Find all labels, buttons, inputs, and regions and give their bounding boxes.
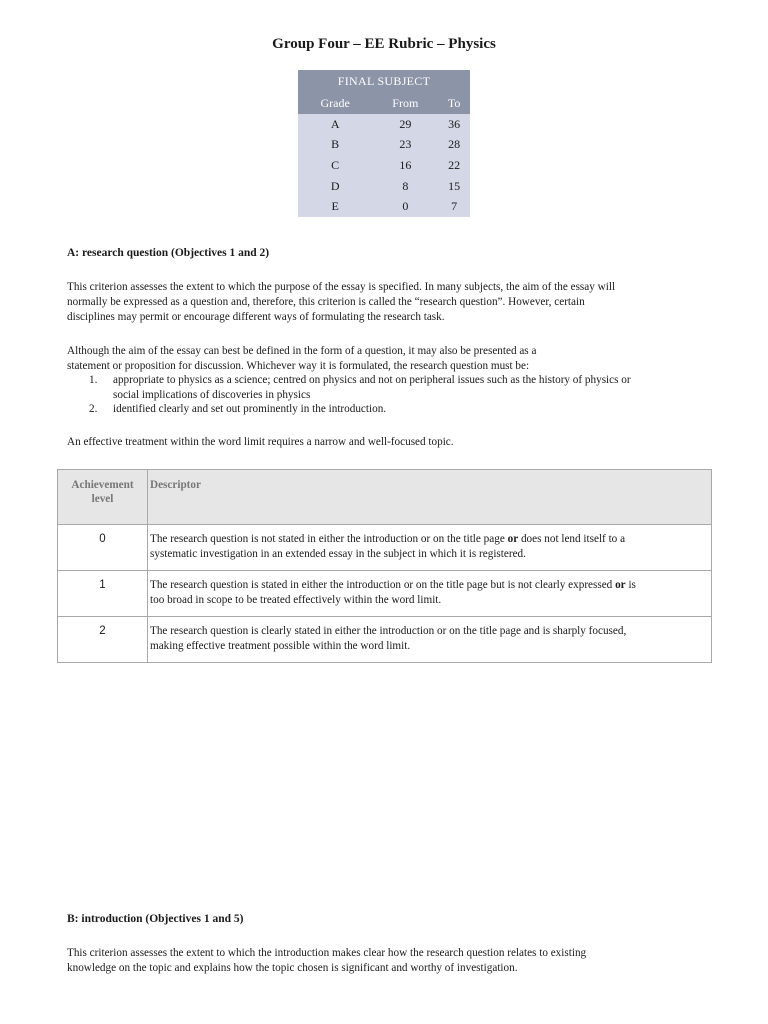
descriptor-line: making effective treatment possible within the word limit. <box>150 640 411 652</box>
descriptor-cell <box>148 617 712 663</box>
grade-table-caption: FINAL SUBJECT <box>298 70 470 92</box>
text-line: social implications of discoveries in physics <box>113 388 311 401</box>
table-row <box>58 617 712 663</box>
to-cell: 7 <box>438 196 470 217</box>
text-line: knowledge on the topic and explains how the topic chosen is significant and worthy of investigation. <box>67 962 518 974</box>
header-line: level <box>91 493 114 505</box>
descriptor-line: too broad in scope to be treated effectively within the word limit. <box>150 594 442 606</box>
rubric-table <box>57 469 712 663</box>
descriptor-text: The research question is stated in either the introduction or on the title page but is not clearly expressed <box>150 579 616 591</box>
grade-row <box>298 135 470 156</box>
section-a-heading: A: research question (Objectives 1 and 2) <box>67 247 270 259</box>
descriptor-line <box>150 578 709 593</box>
section-a-requirements-paragraph <box>67 344 717 374</box>
table-row <box>58 525 712 571</box>
from-cell: 23 <box>372 135 438 156</box>
grade-row <box>298 114 470 135</box>
from-cell: 16 <box>372 155 438 176</box>
descriptor-text: does not lend itself to a <box>518 533 626 545</box>
to-header: To <box>438 92 470 114</box>
header-line: Achievement <box>71 479 134 491</box>
descriptor-line: The research question is clearly stated in either the introduction or on the title page and is sharply focused, <box>150 625 627 637</box>
descriptor-text: The research question is not stated in either the introduction or on the title page <box>150 533 508 545</box>
descriptor-line: systematic investigation in an extended essay in the subject in which it is registered. <box>150 548 526 560</box>
descriptor-text: is <box>625 579 636 591</box>
requirements-list <box>67 373 707 417</box>
grade-row <box>298 196 470 217</box>
descriptor-cell <box>148 525 712 571</box>
grade-cell: B <box>298 135 372 156</box>
grade-cell: A <box>298 114 372 135</box>
emphasis-text: or <box>507 533 519 545</box>
grade-cell: C <box>298 155 372 176</box>
page-title: Group Four – EE Rubric – Physics <box>272 36 496 52</box>
section-a-intro-paragraph <box>67 280 717 325</box>
list-number: 1. <box>89 374 98 386</box>
grade-row <box>298 176 470 197</box>
grade-cell: E <box>298 196 372 217</box>
list-number: 2. <box>89 403 98 415</box>
grade-header: Grade <box>298 92 372 114</box>
emphasis-text: or <box>615 579 626 591</box>
from-cell: 0 <box>372 196 438 217</box>
from-cell: 8 <box>372 176 438 197</box>
text-line: Although the aim of the essay can best be defined in the form of a question, it may also be presented as a <box>67 345 537 357</box>
achievement-level-cell: 2 <box>58 617 148 663</box>
to-cell: 36 <box>438 114 470 135</box>
text-line: normally be expressed as a question and, therefore, this criterion is called the “research question”. However, certain <box>67 296 585 308</box>
to-cell: 22 <box>438 155 470 176</box>
text-line: disciplines may permit or encourage different ways of formulating the research task. <box>67 311 445 323</box>
from-cell: 29 <box>372 114 438 135</box>
text-line: identified clearly and set out prominently in the introduction. <box>113 403 387 415</box>
grade-row <box>298 155 470 176</box>
text-line: statement or proposition for discussion. Whichever way it is formulated, the research question must be: <box>67 360 530 372</box>
to-cell: 28 <box>438 135 470 156</box>
to-cell: 15 <box>438 176 470 197</box>
table-row <box>58 571 712 617</box>
grade-table <box>298 70 470 217</box>
achievement-level-cell: 0 <box>58 525 148 571</box>
text-line: appropriate to physics as a science; centred on physics and not on peripheral issues such as the history of physics or <box>113 374 631 386</box>
text-line: This criterion assesses the extent to which the purpose of the essay is specified. In many subjects, the aim of the essay will <box>67 281 616 293</box>
grade-cell: D <box>298 176 372 197</box>
descriptor-cell <box>148 571 712 617</box>
from-header: From <box>372 92 438 114</box>
achievement-level-header <box>58 470 148 525</box>
descriptor-line <box>150 532 709 547</box>
descriptor-header: Descriptor <box>148 470 712 525</box>
section-b-heading: B: introduction (Objectives 1 and 5) <box>67 913 244 925</box>
achievement-level-cell: 1 <box>58 571 148 617</box>
section-a-closing-paragraph: An effective treatment within the word limit requires a narrow and well-focused topic. <box>67 436 454 448</box>
list-item <box>67 402 707 417</box>
section-b-paragraph <box>67 946 717 976</box>
list-item <box>67 373 707 402</box>
text-line: This criterion assesses the extent to which the introduction makes clear how the research question relates to existing <box>67 947 587 959</box>
